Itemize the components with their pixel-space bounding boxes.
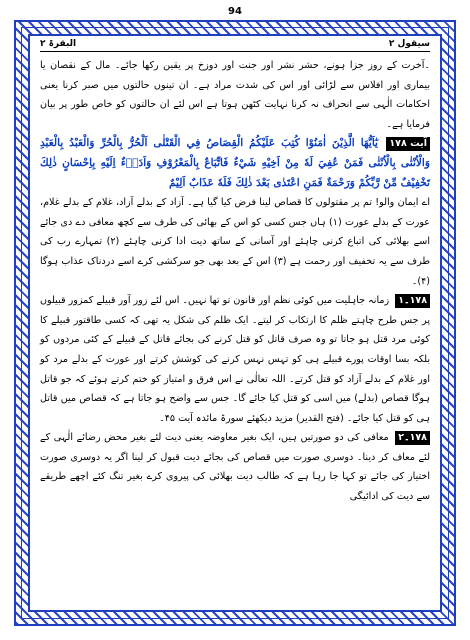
header-juz-title: سیقول ۲ (388, 39, 430, 49)
verse-number: ۱۷۸ (389, 138, 407, 150)
page-number: 94 (228, 6, 242, 17)
note-2-paragraph (40, 428, 430, 506)
note-1-paragraph (40, 291, 430, 428)
verse-prefix: آیت (410, 138, 427, 150)
note-2-text: معافی کی دو صورتیں ہیں، ایک بغیر معاوضہ یعنی دیت لئے بغیر محض رضائے الٰہی کے لئے معاف کر دینا۔ دوسری صورت میں قصاص کی بجائے دیت قبول کر لینا اگر یہ دوسری صورت اختیار کی جائے تو کہا جا رہا ہے کہ طالب دیت بھلائی کی پیروی کرے بغیر تنگ کئے اچھے طریقے سے دیت کی ادائیگی (40, 432, 430, 503)
intro-paragraph: ۔آخرت کے روز جزا ہونے، حشر نشر اور جنت اور دوزخ پر یقین رکھا جائے۔ مال کے نقصان یا بیماری اور افلاس سے لڑائی اور اس کی شدت مراد ہے۔ ان تینوں حالتوں میں صبر کرنا یعنی احکامات الٰہی سے انحراف نہ کرنا نہایت کٹھن ہوتا ہے اس لئے ان حالتوں کو خاص طور پر بیان فرمایا ہے۔ (40, 60, 430, 130)
decorative-border (14, 20, 456, 626)
arabic-verse: يٰٓاَيُّهَا الَّذِيْنَ اٰمَنُوْا كُتِبَ عَلَيْكُمُ الْقِصَاصُ فِي الْقَتْلٰى اَلْحُرُّ بِالْحُرِّ وَالْعَبْدُ بِالْعَبْدِ وَالْاُنْثٰى بِالْاُنْثٰى فَمَنْ عُفِيَ لَهٗ مِنْ اَخِيْهِ شَيْءٌ فَاتِّبَاعٌ بِالْمَعْرُوْفِ وَاَدَاۗءٌ اِلَيْهِ بِاِحْسَانٍ ذٰلِكَ تَخْفِيْفٌ مِّنْ رَّبِّكُمْ وَرَحْمَةٌ فَمَنِ اعْتَدٰى بَعْدَ ذٰلِكَ فَلَهٗ عَذَابٌ اَلِيْمٌ (40, 137, 430, 189)
page-header (40, 39, 430, 52)
note-1-ref: ۱۷۸۔۱ (395, 294, 430, 308)
page-body (28, 34, 442, 612)
note-2-ref: ۱۷۸۔۲ (395, 431, 430, 445)
header-surah-title: البقرۃ ۲ (40, 39, 77, 49)
verse-paragraph (40, 134, 430, 193)
page-content (40, 56, 430, 507)
verse-ref-box (386, 137, 430, 151)
translation-paragraph: اے ایمان والو! تم پر مقتولوں کا قصاص لینا فرض کیا گیا ہے۔ آزاد کے بدلے آزاد، غلام کے بدلے غلام، عورت کے بدلے عورت (۱) ہاں جس کسی کو اس کے بھائی کی طرف سے کچھ معافی دے دی جائے اسے بھلائی کی اتباع کرنی چاہئے اور آسانی کے ساتھ دیت ادا کرنی چاہئے (۲) تمہارے رب کی طرف سے یہ تخفیف اور رحمت ہے (۳) اس کے بعد بھی جو سرکشی کرے اسے دردناک عذاب ہوگا (۴)۔ (40, 197, 430, 287)
note-1-text: زمانہ جاہلیت میں کوئی نظم اور قانون تو تھا نہیں۔ اس لئے زور آور قبیلے کمزور قبیلوں پر جس طرح چاہتے ظلم کا ارتکاب کر لیتے۔ ایک ظلم کی شکل یہ تھی کہ کسی طاقتور قبیلے کا کوئی مرد قتل ہو جاتا تو وہ صرف قاتل کو قتل کرنے کی بجائے قاتل کے قبیلے کے کئی مردوں کو بلکہ بسا اوقات پورے قبیلے ہی کو تہس نہس کرنے کی کوشش کرتے اور عورت کے بدلے مرد کو اور غلام کے بدلے آزاد کو قتل کرتے۔ اللہ تعالٰی نے اس فرق و امتیاز کو ختم کرتے ہوئے کہ جو قاتل ہوگا قصاص (بدلے) میں اسی کو قتل کیا جائے گا۔ جس سے واضح ہو جاتا ہے کہ قصاص میں قاتل ہی کو قتل کیا جائے۔ (فتح القدیر) مزید دیکھئے سورۃ مائدہ آیت ۴۵۔ (40, 295, 430, 424)
